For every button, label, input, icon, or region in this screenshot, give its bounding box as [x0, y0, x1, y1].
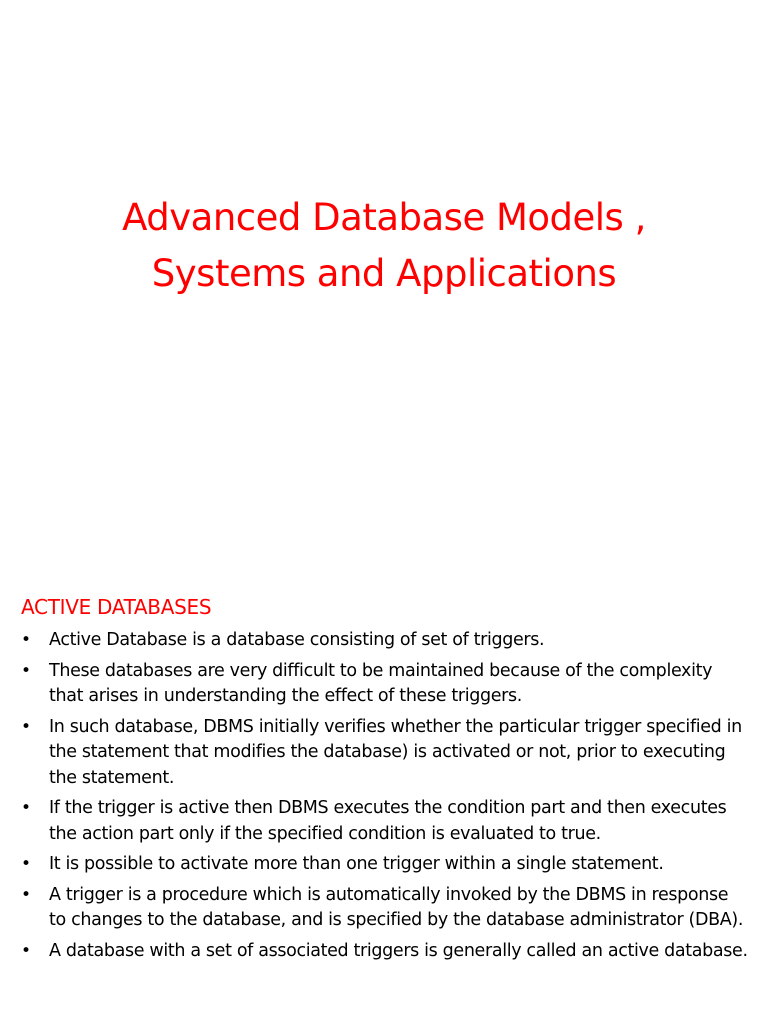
slide-title	[0, 190, 768, 302]
bullet-icon: •	[21, 660, 31, 681]
bullet-text: These databases are very difficult to be maintained because of the complexity that arises in understanding the effect of these triggers.	[49, 660, 713, 706]
bullet-icon: •	[21, 798, 31, 818]
bullet-item	[0, 659, 768, 710]
bullet-text: A trigger is a procedure which is automatically invoked by the DBMS in response to changes to the database, and is specified by the database administrator (DBA).	[49, 884, 744, 930]
bullet-item	[0, 852, 768, 878]
bullet-text: Active Database is a database consisting of set of triggers.	[49, 630, 545, 650]
bullet-text: It is possible to activate more than one trigger within a single statement.	[49, 854, 664, 874]
section-heading: ACTIVE DATABASES	[21, 595, 212, 619]
bullet-icon: •	[21, 940, 31, 961]
bullet-icon: •	[21, 884, 31, 905]
bullet-text: In such database, DBMS initially verifies whether the particular trigger specified in the statement that modifies the database) is activated or not, prior to executing the statement.	[49, 716, 742, 788]
bullet-item	[0, 715, 768, 792]
slide-title-line-1: Advanced Database Models ,	[122, 196, 646, 239]
bullet-icon: •	[21, 630, 31, 650]
bullet-list	[0, 628, 768, 964]
bullet-item	[0, 883, 768, 934]
bullet-item	[0, 628, 768, 654]
bullet-item	[0, 939, 768, 965]
bullet-text: A database with a set of associated triggers is generally called an active database.	[49, 940, 748, 961]
slide-title-line-2: Systems and Applications	[151, 252, 617, 295]
bullet-item	[0, 796, 768, 847]
bullet-icon: •	[21, 716, 31, 737]
bullet-icon: •	[21, 854, 31, 874]
active-databases-section	[0, 592, 768, 969]
bullet-text: If the trigger is active then DBMS executes the condition part and then executes the action part only if the specified condition is evaluated to true.	[49, 798, 727, 844]
